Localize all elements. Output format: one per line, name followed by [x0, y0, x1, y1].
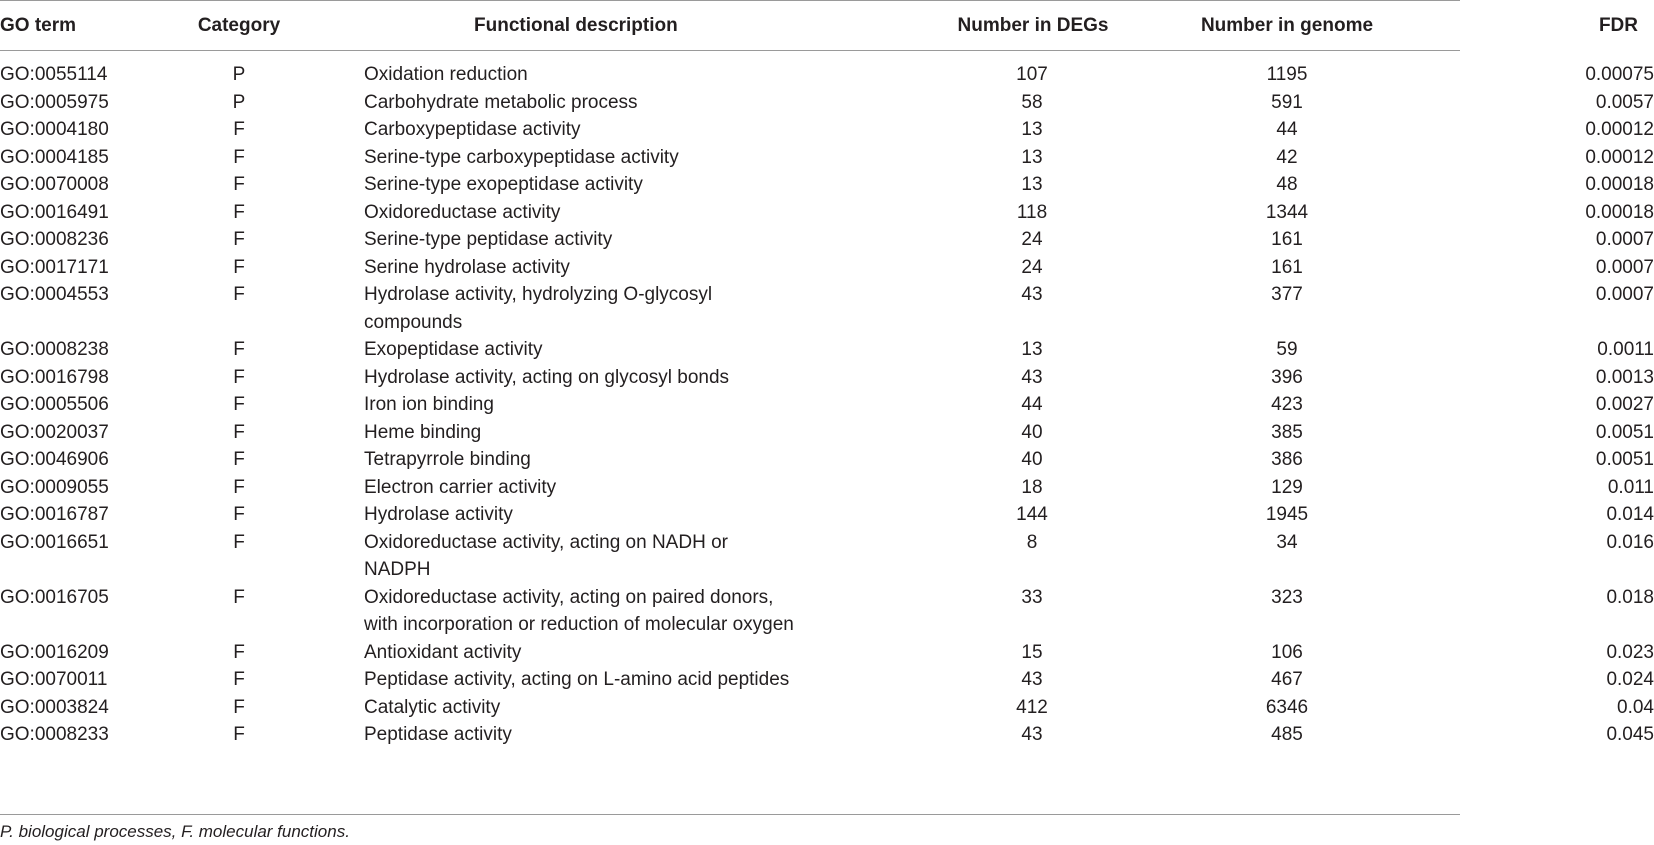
- cell-category: F: [233, 366, 245, 388]
- header-num-degs: Number in DEGs: [957, 14, 1109, 36]
- cell-category: F: [233, 284, 245, 305]
- cell-go-term: GO:0016651: [0, 531, 109, 553]
- cell-description: [298, 199, 904, 227]
- cell-num-genome: 386: [1271, 449, 1303, 470]
- table-row: [0, 254, 1654, 282]
- cell-go-term: GO:0003824: [0, 696, 109, 718]
- description-text: Oxidoreductase activity, acting on NADH or NADPH: [364, 531, 728, 580]
- cell-fdr: 0.0007: [1595, 284, 1654, 305]
- cell-fdr: 0.0011: [1597, 339, 1654, 360]
- cell-num-genome: 1945: [1265, 504, 1309, 525]
- cell-category: F: [233, 174, 245, 195]
- table-row: [0, 171, 1654, 199]
- table-row: [0, 694, 1654, 722]
- description-text: Carbohydrate metabolic process: [364, 91, 638, 113]
- header-go-term: GO term: [0, 14, 77, 36]
- table-row: [0, 144, 1654, 172]
- cell-num-genome: 423: [1271, 394, 1303, 415]
- header-category: Category: [197, 14, 281, 36]
- cell-fdr: 0.00012: [1585, 119, 1654, 140]
- cell-num-degs: 13: [1021, 119, 1043, 140]
- cell-go-term: GO:0005975: [0, 91, 109, 113]
- cell-fdr: 0.014: [1606, 504, 1654, 525]
- cell-description: [298, 501, 904, 529]
- description-text: Electron carrier activity: [364, 476, 557, 498]
- cell-fdr: 0.0027: [1595, 394, 1654, 415]
- cell-description: [298, 419, 904, 447]
- table-row: [0, 364, 1654, 392]
- description-text: Catalytic activity: [364, 696, 501, 718]
- cell-category: F: [233, 119, 245, 140]
- cell-num-genome: 106: [1271, 641, 1303, 663]
- cell-go-term: GO:0004180: [0, 119, 109, 140]
- header-num-genome: Number in genome: [1200, 14, 1374, 36]
- cell-description: [298, 446, 904, 474]
- cell-category: P: [232, 64, 246, 85]
- table-row: [0, 281, 1654, 336]
- cell-fdr: 0.0051: [1595, 421, 1654, 443]
- cell-description: [298, 529, 904, 584]
- cell-num-genome: 1344: [1265, 201, 1309, 223]
- cell-category: F: [233, 504, 245, 525]
- cell-fdr: 0.045: [1606, 724, 1654, 745]
- cell-description: [298, 584, 904, 639]
- cell-fdr: 0.018: [1606, 586, 1654, 608]
- cell-category: F: [233, 421, 245, 443]
- cell-go-term: GO:0046906: [0, 449, 109, 470]
- cell-description: [298, 171, 904, 199]
- cell-category: F: [233, 476, 245, 498]
- cell-num-degs: 33: [1021, 586, 1043, 608]
- description-text: Peptidase activity: [364, 724, 512, 745]
- cell-category: F: [233, 669, 245, 690]
- cell-category: P: [232, 91, 246, 113]
- cell-description: [298, 666, 904, 694]
- cell-description: [298, 281, 904, 336]
- table-row: [0, 419, 1654, 447]
- cell-category: F: [233, 696, 245, 718]
- table-row: [0, 50, 1654, 89]
- cell-fdr: 0.024: [1606, 669, 1654, 690]
- header-description: Functional description: [474, 14, 678, 36]
- cell-go-term: GO:0004185: [0, 146, 109, 168]
- table-row: [0, 336, 1654, 364]
- description-text: Iron ion binding: [364, 394, 494, 415]
- cell-description: [298, 226, 904, 254]
- cell-num-genome: 1195: [1266, 64, 1308, 85]
- go-enrichment-table: [0, 1, 1654, 749]
- cell-fdr: 0.023: [1606, 641, 1654, 663]
- cell-description: [298, 144, 904, 172]
- cell-num-degs: 107: [1016, 64, 1048, 85]
- description-text: Oxidoreductase activity: [364, 201, 561, 223]
- cell-description: [298, 116, 904, 144]
- description-text: Serine-type exopeptidase activity: [364, 174, 643, 195]
- cell-category: F: [233, 641, 245, 663]
- cell-num-genome: 377: [1271, 284, 1303, 305]
- header-row: [0, 1, 1654, 50]
- table-row: [0, 721, 1654, 749]
- cell-num-degs: 43: [1021, 366, 1043, 388]
- cell-go-term: GO:0009055: [0, 476, 109, 498]
- cell-go-term: GO:0055114: [0, 64, 108, 85]
- cell-num-genome: 161: [1271, 229, 1303, 250]
- table-row: [0, 666, 1654, 694]
- table-row: [0, 529, 1654, 584]
- description-text: Serine hydrolase activity: [364, 256, 570, 278]
- cell-description: [298, 364, 904, 392]
- table-row: [0, 501, 1654, 529]
- cell-go-term: GO:0008236: [0, 229, 109, 250]
- cell-num-genome: 48: [1276, 174, 1298, 195]
- cell-go-term: GO:0008238: [0, 339, 109, 360]
- cell-description: [298, 639, 904, 667]
- cell-num-degs: 13: [1021, 174, 1043, 195]
- cell-fdr: 0.0057: [1595, 91, 1654, 113]
- cell-category: F: [233, 146, 245, 168]
- cell-num-genome: 467: [1271, 669, 1303, 690]
- cell-description: [298, 391, 904, 419]
- cell-num-genome: 129: [1271, 476, 1303, 498]
- cell-description: [298, 50, 904, 89]
- cell-category: F: [233, 586, 245, 608]
- description-text: Antioxidant activity: [364, 641, 522, 663]
- cell-description: [298, 474, 904, 502]
- cell-num-degs: 18: [1021, 476, 1043, 498]
- cell-num-genome: 44: [1276, 119, 1298, 140]
- cell-category: F: [233, 256, 245, 278]
- bottom-rule: [0, 814, 1460, 815]
- cell-category: F: [233, 449, 245, 470]
- description-text: Oxidoreductase activity, acting on paired donors, with incorporation or reduction of molecular oxygen: [364, 586, 794, 635]
- cell-go-term: GO:0016705: [0, 586, 109, 608]
- cell-num-degs: 40: [1021, 449, 1043, 470]
- description-text: Peptidase activity, acting on L-amino acid peptides: [364, 669, 790, 690]
- cell-category: F: [233, 394, 245, 415]
- cell-fdr: 0.00018: [1585, 174, 1654, 195]
- cell-num-degs: 144: [1016, 504, 1048, 525]
- cell-num-degs: 412: [1016, 696, 1048, 718]
- cell-num-degs: 13: [1021, 339, 1043, 360]
- cell-num-degs: 15: [1021, 641, 1043, 663]
- cell-description: [298, 694, 904, 722]
- description-text: Serine-type peptidase activity: [364, 229, 613, 250]
- description-text: Oxidation reduction: [364, 64, 528, 85]
- table-row: [0, 446, 1654, 474]
- description-text: Exopeptidase activity: [364, 339, 543, 360]
- cell-fdr: 0.0051: [1595, 449, 1654, 470]
- cell-category: F: [233, 229, 245, 250]
- table-row: [0, 474, 1654, 502]
- table-footnote: P. biological processes, F. molecular functions.: [0, 822, 350, 841]
- cell-go-term: GO:0070008: [0, 174, 109, 195]
- description-text: Heme binding: [364, 421, 482, 443]
- cell-num-degs: 8: [1026, 531, 1038, 553]
- cell-category: F: [233, 531, 245, 553]
- cell-fdr: 0.0013: [1595, 366, 1654, 388]
- cell-num-degs: 43: [1021, 724, 1043, 745]
- cell-num-degs: 13: [1021, 146, 1043, 168]
- cell-num-genome: 34: [1276, 531, 1298, 553]
- cell-go-term: GO:0070011: [0, 669, 108, 690]
- cell-fdr: 0.016: [1606, 531, 1654, 553]
- table-row: [0, 391, 1654, 419]
- cell-go-term: GO:0004553: [0, 284, 109, 305]
- cell-num-degs: 118: [1016, 201, 1048, 223]
- cell-fdr: 0.00012: [1585, 146, 1654, 168]
- description-text: Tetrapyrrole binding: [364, 449, 531, 470]
- cell-num-degs: 43: [1021, 284, 1043, 305]
- cell-fdr: 0.00018: [1585, 201, 1654, 223]
- cell-go-term: GO:0020037: [0, 421, 109, 443]
- cell-category: F: [233, 201, 245, 223]
- cell-fdr: 0.011: [1607, 476, 1654, 498]
- cell-num-degs: 24: [1021, 256, 1043, 278]
- table-row: [0, 226, 1654, 254]
- cell-fdr: 0.0007: [1595, 229, 1654, 250]
- cell-num-genome: 323: [1271, 586, 1303, 608]
- cell-num-degs: 44: [1021, 394, 1043, 415]
- cell-go-term: GO:0005506: [0, 394, 109, 415]
- cell-go-term: GO:0017171: [0, 256, 109, 278]
- table-row: [0, 89, 1654, 117]
- cell-go-term: GO:0016491: [0, 201, 109, 223]
- description-text: Carboxypeptidase activity: [364, 119, 581, 140]
- cell-go-term: GO:0016209: [0, 641, 109, 663]
- cell-num-genome: 485: [1271, 724, 1303, 745]
- cell-num-degs: 58: [1021, 91, 1043, 113]
- table-body: [0, 50, 1654, 749]
- cell-description: [298, 89, 904, 117]
- cell-fdr: 0.04: [1617, 696, 1654, 718]
- cell-num-genome: 396: [1271, 366, 1303, 388]
- cell-category: F: [233, 339, 245, 360]
- cell-num-genome: 161: [1271, 256, 1303, 278]
- table-row: [0, 116, 1654, 144]
- cell-num-degs: 43: [1021, 669, 1043, 690]
- cell-fdr: 0.00075: [1585, 64, 1654, 85]
- cell-go-term: GO:0008233: [0, 724, 109, 745]
- cell-num-genome: 59: [1276, 339, 1298, 360]
- cell-num-degs: 24: [1021, 229, 1043, 250]
- cell-fdr: 0.0007: [1595, 256, 1654, 278]
- header-fdr: FDR: [1598, 14, 1638, 36]
- description-text: Hydrolase activity, acting on glycosyl bonds: [364, 366, 730, 388]
- table-row: [0, 584, 1654, 639]
- description-text: Serine-type carboxypeptidase activity: [364, 146, 679, 168]
- cell-num-degs: 40: [1021, 421, 1043, 443]
- table-row: [0, 199, 1654, 227]
- table-row: [0, 639, 1654, 667]
- cell-description: [298, 721, 904, 749]
- cell-num-genome: 385: [1271, 421, 1303, 443]
- description-text: Hydrolase activity, hydrolyzing O-glycosyl compounds: [364, 284, 713, 333]
- cell-category: F: [233, 724, 245, 745]
- cell-description: [298, 336, 904, 364]
- cell-num-genome: 591: [1271, 91, 1303, 113]
- cell-description: [298, 254, 904, 282]
- cell-num-genome: 6346: [1265, 696, 1309, 718]
- description-text: Hydrolase activity: [364, 504, 513, 525]
- cell-num-genome: 42: [1276, 146, 1298, 168]
- cell-go-term: GO:0016787: [0, 504, 109, 525]
- cell-go-term: GO:0016798: [0, 366, 109, 388]
